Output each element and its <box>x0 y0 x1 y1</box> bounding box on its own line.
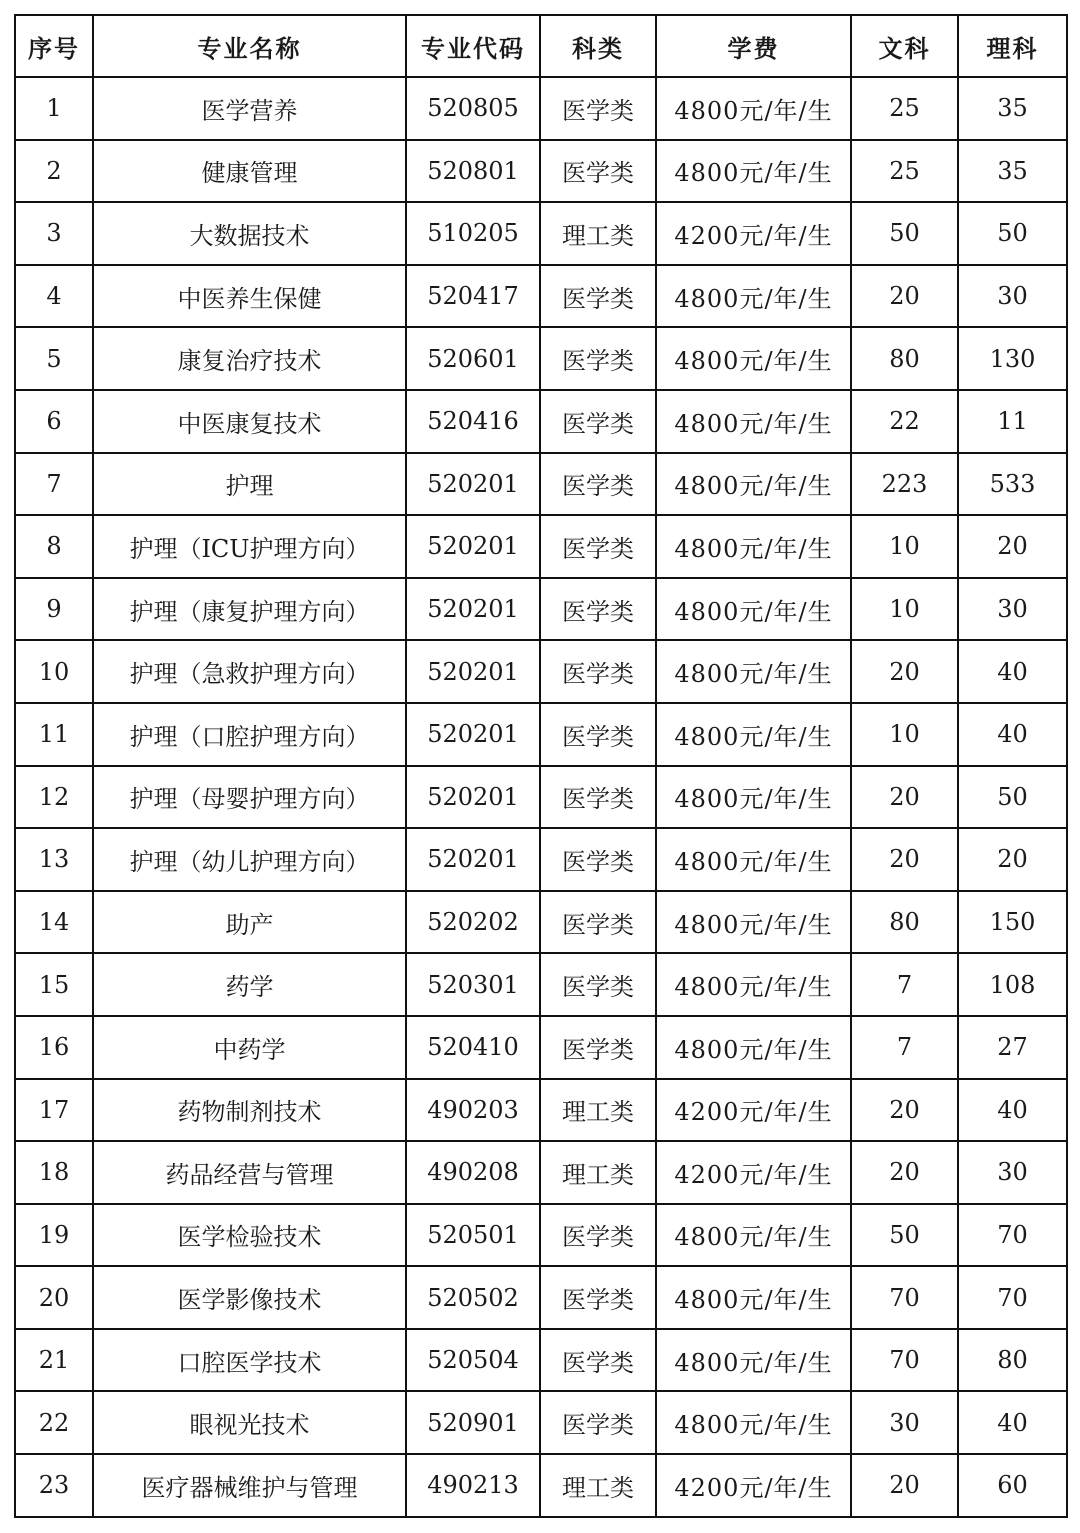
cell-tuition: 4800元/年/生 <box>656 1016 851 1079</box>
cell-major-name: 医学营养 <box>93 77 406 140</box>
cell-category: 医学类 <box>540 703 656 766</box>
cell-major-code: 520201 <box>406 578 540 641</box>
table-row <box>15 953 1067 1016</box>
cell-major-code: 520301 <box>406 953 540 1016</box>
cell-arts-quota: 223 <box>851 453 958 516</box>
cell-science-quota: 27 <box>958 1016 1067 1079</box>
cell-tuition: 4200元/年/生 <box>656 1141 851 1204</box>
cell-seq: 11 <box>15 703 93 766</box>
cell-category: 医学类 <box>540 1016 656 1079</box>
table-row <box>15 891 1067 954</box>
cell-seq: 17 <box>15 1079 93 1142</box>
cell-major-code: 490208 <box>406 1141 540 1204</box>
cell-seq: 3 <box>15 202 93 265</box>
cell-major-name: 眼视光技术 <box>93 1391 406 1454</box>
cell-category: 医学类 <box>540 578 656 641</box>
cell-major-name: 护理（口腔护理方向） <box>93 703 406 766</box>
cell-major-name: 医学检验技术 <box>93 1204 406 1267</box>
cell-science-quota: 40 <box>958 1079 1067 1142</box>
cell-category: 医学类 <box>540 953 656 1016</box>
cell-arts-quota: 25 <box>851 77 958 140</box>
cell-science-quota: 40 <box>958 640 1067 703</box>
cell-major-code: 490213 <box>406 1454 540 1517</box>
cell-arts-quota: 20 <box>851 1079 958 1142</box>
cell-tuition: 4800元/年/生 <box>656 77 851 140</box>
table-row <box>15 578 1067 641</box>
cell-tuition: 4800元/年/生 <box>656 265 851 328</box>
table-row <box>15 390 1067 453</box>
cell-seq: 14 <box>15 891 93 954</box>
header-row <box>15 15 1067 77</box>
cell-seq: 1 <box>15 77 93 140</box>
cell-tuition: 4200元/年/生 <box>656 202 851 265</box>
cell-science-quota: 108 <box>958 953 1067 1016</box>
table-row <box>15 640 1067 703</box>
table-row <box>15 1329 1067 1392</box>
cell-major-name: 大数据技术 <box>93 202 406 265</box>
cell-arts-quota: 22 <box>851 390 958 453</box>
cell-arts-quota: 20 <box>851 640 958 703</box>
table-row <box>15 140 1067 203</box>
cell-major-code: 520901 <box>406 1391 540 1454</box>
cell-category: 医学类 <box>540 327 656 390</box>
cell-major-name: 护理（幼儿护理方向） <box>93 828 406 891</box>
cell-major-code: 510205 <box>406 202 540 265</box>
cell-major-code: 520202 <box>406 891 540 954</box>
cell-major-name: 口腔医学技术 <box>93 1329 406 1392</box>
cell-tuition: 4800元/年/生 <box>656 1204 851 1267</box>
header-seq: 序号 <box>15 15 93 77</box>
cell-tuition: 4800元/年/生 <box>656 453 851 516</box>
table-row <box>15 265 1067 328</box>
cell-arts-quota: 10 <box>851 578 958 641</box>
cell-category: 理工类 <box>540 202 656 265</box>
cell-major-code: 520601 <box>406 327 540 390</box>
cell-science-quota: 40 <box>958 703 1067 766</box>
header-arts-quota: 文科 <box>851 15 958 77</box>
table-row <box>15 453 1067 516</box>
cell-seq: 20 <box>15 1266 93 1329</box>
cell-arts-quota: 80 <box>851 327 958 390</box>
cell-tuition: 4800元/年/生 <box>656 390 851 453</box>
cell-tuition: 4800元/年/生 <box>656 1266 851 1329</box>
table-row <box>15 1141 1067 1204</box>
cell-arts-quota: 70 <box>851 1329 958 1392</box>
cell-arts-quota: 25 <box>851 140 958 203</box>
cell-science-quota: 60 <box>958 1454 1067 1517</box>
cell-science-quota: 30 <box>958 578 1067 641</box>
cell-tuition: 4200元/年/生 <box>656 1454 851 1517</box>
cell-science-quota: 150 <box>958 891 1067 954</box>
cell-tuition: 4200元/年/生 <box>656 1079 851 1142</box>
cell-seq: 13 <box>15 828 93 891</box>
cell-category: 医学类 <box>540 140 656 203</box>
cell-arts-quota: 50 <box>851 1204 958 1267</box>
cell-science-quota: 30 <box>958 265 1067 328</box>
cell-major-name: 康复治疗技术 <box>93 327 406 390</box>
cell-science-quota: 30 <box>958 1141 1067 1204</box>
table-row <box>15 1266 1067 1329</box>
cell-major-name: 药物制剂技术 <box>93 1079 406 1142</box>
table-row <box>15 1016 1067 1079</box>
cell-science-quota: 35 <box>958 140 1067 203</box>
header-major-code: 专业代码 <box>406 15 540 77</box>
cell-major-code: 520201 <box>406 766 540 829</box>
table-row <box>15 515 1067 578</box>
cell-science-quota: 80 <box>958 1329 1067 1392</box>
cell-category: 医学类 <box>540 640 656 703</box>
cell-arts-quota: 70 <box>851 1266 958 1329</box>
cell-tuition: 4800元/年/生 <box>656 953 851 1016</box>
cell-category: 医学类 <box>540 265 656 328</box>
table-row <box>15 202 1067 265</box>
table-header <box>15 15 1067 77</box>
cell-major-code: 520801 <box>406 140 540 203</box>
cell-major-name: 健康管理 <box>93 140 406 203</box>
cell-category: 医学类 <box>540 1204 656 1267</box>
header-science-quota: 理科 <box>958 15 1067 77</box>
cell-arts-quota: 20 <box>851 766 958 829</box>
table-row <box>15 77 1067 140</box>
cell-major-name: 中医康复技术 <box>93 390 406 453</box>
cell-arts-quota: 20 <box>851 1454 958 1517</box>
cell-tuition: 4800元/年/生 <box>656 1329 851 1392</box>
cell-science-quota: 35 <box>958 77 1067 140</box>
cell-science-quota: 20 <box>958 828 1067 891</box>
cell-major-name: 药品经营与管理 <box>93 1141 406 1204</box>
header-major-name: 专业名称 <box>93 15 406 77</box>
cell-major-code: 520410 <box>406 1016 540 1079</box>
cell-tuition: 4800元/年/生 <box>656 578 851 641</box>
cell-major-code: 490203 <box>406 1079 540 1142</box>
cell-category: 理工类 <box>540 1141 656 1204</box>
cell-major-name: 护理（急救护理方向） <box>93 640 406 703</box>
cell-science-quota: 70 <box>958 1266 1067 1329</box>
cell-tuition: 4800元/年/生 <box>656 140 851 203</box>
cell-arts-quota: 7 <box>851 1016 958 1079</box>
cell-arts-quota: 20 <box>851 1141 958 1204</box>
cell-major-code: 520501 <box>406 1204 540 1267</box>
cell-major-code: 520201 <box>406 828 540 891</box>
cell-arts-quota: 20 <box>851 828 958 891</box>
cell-category: 医学类 <box>540 453 656 516</box>
cell-arts-quota: 50 <box>851 202 958 265</box>
table-row <box>15 1391 1067 1454</box>
cell-arts-quota: 10 <box>851 515 958 578</box>
cell-major-name: 护理（母婴护理方向） <box>93 766 406 829</box>
cell-seq: 2 <box>15 140 93 203</box>
cell-category: 医学类 <box>540 77 656 140</box>
cell-seq: 21 <box>15 1329 93 1392</box>
cell-major-code: 520504 <box>406 1329 540 1392</box>
cell-major-name: 护理 <box>93 453 406 516</box>
cell-category: 医学类 <box>540 1266 656 1329</box>
header-tuition: 学费 <box>656 15 851 77</box>
cell-seq: 16 <box>15 1016 93 1079</box>
table-row <box>15 1204 1067 1267</box>
cell-major-name: 助产 <box>93 891 406 954</box>
cell-major-name: 中药学 <box>93 1016 406 1079</box>
cell-seq: 12 <box>15 766 93 829</box>
cell-science-quota: 20 <box>958 515 1067 578</box>
cell-tuition: 4800元/年/生 <box>656 1391 851 1454</box>
cell-seq: 8 <box>15 515 93 578</box>
cell-tuition: 4800元/年/生 <box>656 515 851 578</box>
cell-seq: 5 <box>15 327 93 390</box>
cell-seq: 22 <box>15 1391 93 1454</box>
cell-tuition: 4800元/年/生 <box>656 703 851 766</box>
cell-seq: 7 <box>15 453 93 516</box>
cell-science-quota: 50 <box>958 202 1067 265</box>
table-row <box>15 703 1067 766</box>
cell-category: 医学类 <box>540 390 656 453</box>
cell-category: 医学类 <box>540 891 656 954</box>
cell-category: 医学类 <box>540 1391 656 1454</box>
cell-seq: 4 <box>15 265 93 328</box>
cell-category: 医学类 <box>540 828 656 891</box>
enrollment-plan-table <box>14 14 1068 1518</box>
cell-arts-quota: 10 <box>851 703 958 766</box>
cell-tuition: 4800元/年/生 <box>656 828 851 891</box>
cell-science-quota: 11 <box>958 390 1067 453</box>
cell-arts-quota: 80 <box>851 891 958 954</box>
cell-tuition: 4800元/年/生 <box>656 891 851 954</box>
cell-science-quota: 70 <box>958 1204 1067 1267</box>
cell-category: 医学类 <box>540 766 656 829</box>
cell-category: 医学类 <box>540 515 656 578</box>
cell-major-name: 医疗器械维护与管理 <box>93 1454 406 1517</box>
cell-major-name: 医学影像技术 <box>93 1266 406 1329</box>
cell-science-quota: 130 <box>958 327 1067 390</box>
cell-major-code: 520201 <box>406 515 540 578</box>
table-row <box>15 327 1067 390</box>
cell-science-quota: 40 <box>958 1391 1067 1454</box>
cell-seq: 19 <box>15 1204 93 1267</box>
cell-category: 理工类 <box>540 1454 656 1517</box>
table-row <box>15 1454 1067 1517</box>
cell-science-quota: 533 <box>958 453 1067 516</box>
cell-tuition: 4800元/年/生 <box>656 640 851 703</box>
cell-tuition: 4800元/年/生 <box>656 766 851 829</box>
cell-major-code: 520805 <box>406 77 540 140</box>
table-row <box>15 1079 1067 1142</box>
cell-major-name: 护理（康复护理方向） <box>93 578 406 641</box>
cell-major-code: 520416 <box>406 390 540 453</box>
cell-seq: 9 <box>15 578 93 641</box>
cell-seq: 18 <box>15 1141 93 1204</box>
cell-major-name: 护理（ICU护理方向） <box>93 515 406 578</box>
cell-seq: 10 <box>15 640 93 703</box>
cell-tuition: 4800元/年/生 <box>656 327 851 390</box>
cell-arts-quota: 30 <box>851 1391 958 1454</box>
cell-category: 理工类 <box>540 1079 656 1142</box>
cell-arts-quota: 7 <box>851 953 958 1016</box>
table-row <box>15 766 1067 829</box>
cell-seq: 6 <box>15 390 93 453</box>
cell-major-name: 中医养生保健 <box>93 265 406 328</box>
cell-category: 医学类 <box>540 1329 656 1392</box>
cell-major-code: 520201 <box>406 703 540 766</box>
cell-major-name: 药学 <box>93 953 406 1016</box>
cell-seq: 15 <box>15 953 93 1016</box>
cell-major-code: 520201 <box>406 640 540 703</box>
header-category: 科类 <box>540 15 656 77</box>
cell-major-code: 520502 <box>406 1266 540 1329</box>
table-body <box>15 77 1067 1517</box>
cell-science-quota: 50 <box>958 766 1067 829</box>
cell-seq: 23 <box>15 1454 93 1517</box>
cell-major-code: 520417 <box>406 265 540 328</box>
cell-arts-quota: 20 <box>851 265 958 328</box>
table-row <box>15 828 1067 891</box>
cell-major-code: 520201 <box>406 453 540 516</box>
